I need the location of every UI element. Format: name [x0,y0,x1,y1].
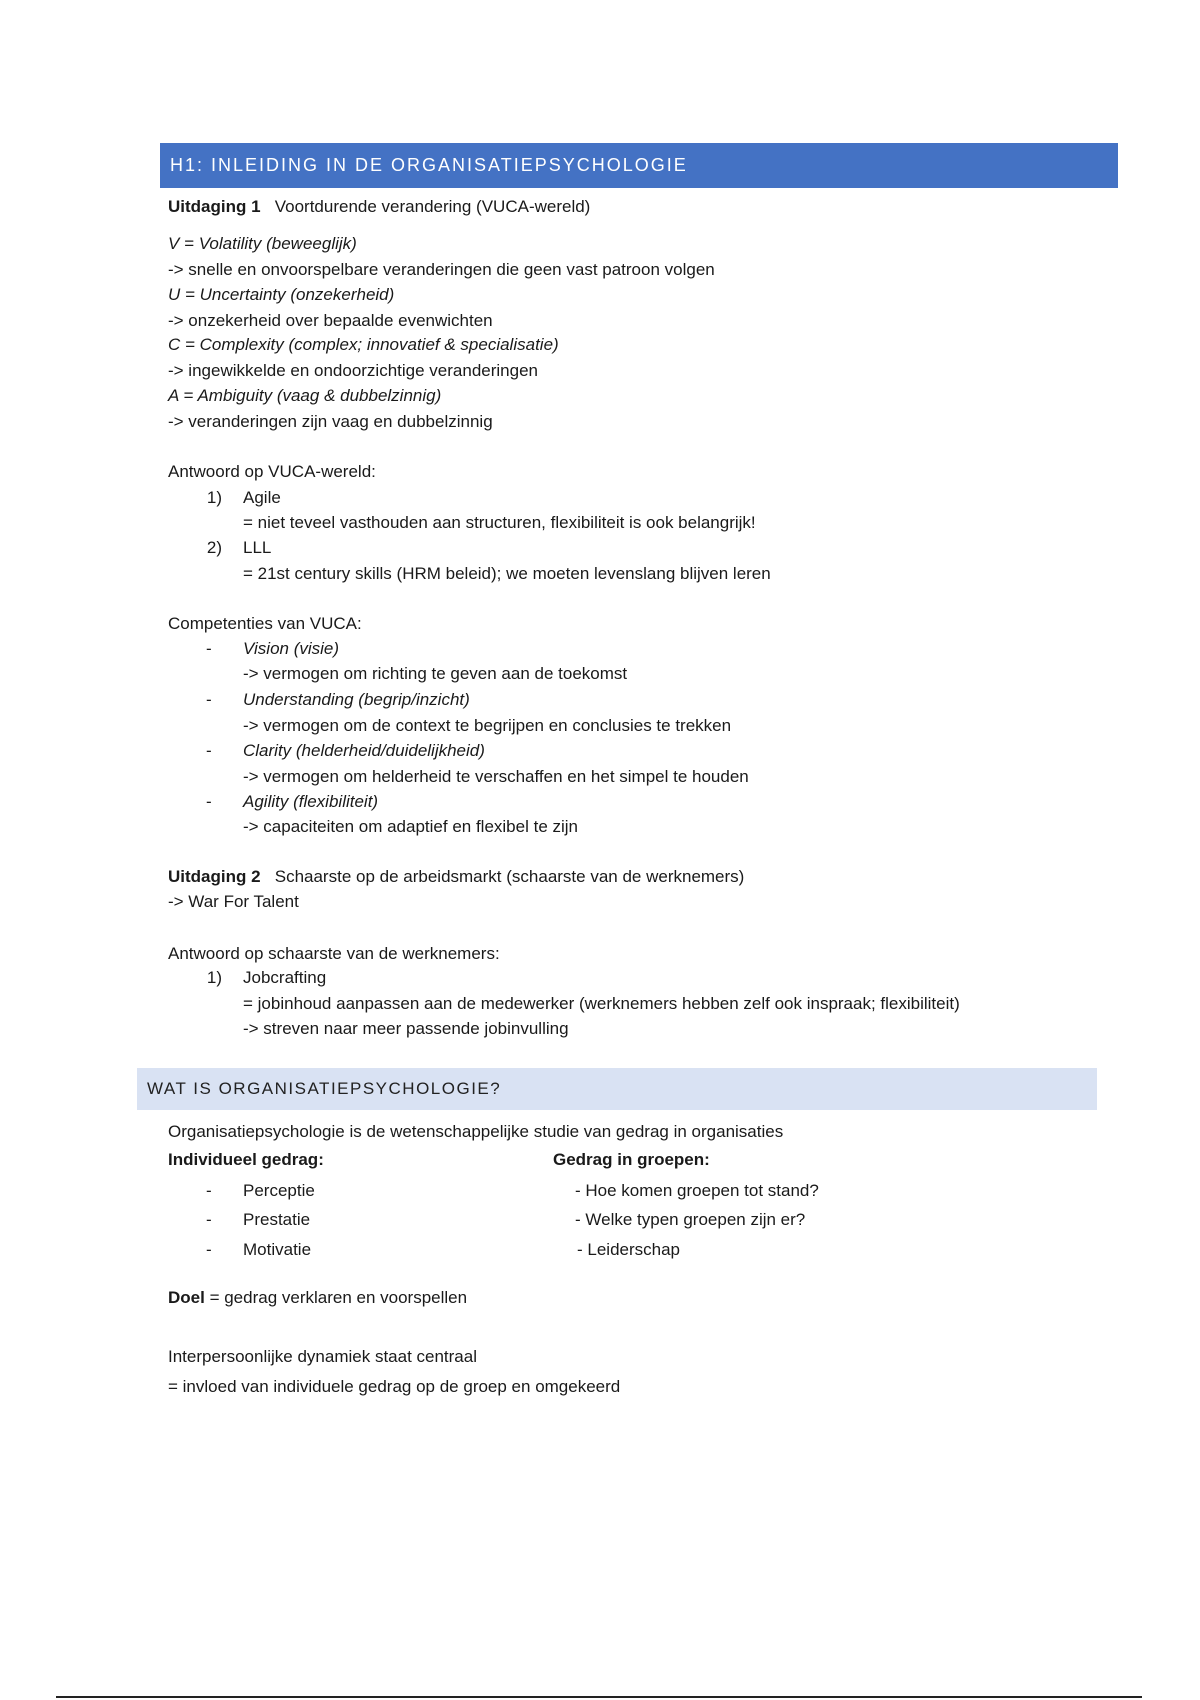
answer-vuca-label-1: Agile [243,488,281,507]
vuca-desc-c: -> ingewikkelde en ondoorzichtige veranderingen [168,361,538,380]
bullet-dash: - [206,1210,212,1229]
bullet-dash: - [206,1240,212,1259]
section-heading-h1: H1: INLEIDING IN DE ORGANISATIEPSYCHOLOGIE [160,143,1118,188]
bullet-dash: - [206,690,212,709]
answer-vuca-desc-1: = niet teveel vasthouden aan structuren, flexibiliteit is ook belangrijk! [243,513,756,532]
answer-vuca-title: Antwoord op VUCA-wereld: [168,462,376,481]
challenge-1-text: Voortdurende verandering (VUCA-wereld) [274,197,591,216]
group-item-3: - Leiderschap [577,1240,681,1259]
bullet-dash: - [206,1181,212,1200]
footer-rule [56,1696,1142,1698]
competency-desc-2: -> vermogen om de context te begrijpen en conclusies te trekken [243,716,732,735]
vuca-term-u: U = Uncertainty (onzekerheid) [168,285,395,304]
vuca-term-v: V = Volatility (beweeglijk) [168,234,357,253]
goal-label: Doel [168,1288,205,1307]
vuca-desc-u: -> onzekerheid over bepaalde evenwichten [168,311,493,330]
section-heading-h2: WAT IS ORGANISATIEPSYCHOLOGIE? [137,1068,1097,1110]
individual-item-3: Motivatie [243,1240,312,1259]
competency-label-4: Agility (flexibiliteit) [243,792,379,811]
vuca-term-a: A = Ambiguity (vaag & dubbelzinnig) [168,386,442,405]
answer-scarcity-num: 1) [206,968,222,987]
competency-label-2: Understanding (begrip/inzicht) [243,690,470,709]
answer-scarcity-title: Antwoord op schaarste van de werknemers: [168,944,500,963]
answer-vuca-label-2: LLL [243,538,272,557]
competency-desc-3: -> vermogen om helderheid te verschaffen en het simpel te houden [243,767,749,786]
group-title: Gedrag in groepen: [553,1150,710,1169]
competency-label-1: Vision (visie) [243,639,340,658]
answer-scarcity-line-2: -> streven naar meer passende jobinvulling [243,1019,569,1038]
answer-vuca-num-2: 2) [206,538,222,557]
vuca-desc-a: -> veranderingen zijn vaag en dubbelzinnig [168,412,493,431]
goal-text: = gedrag verklaren en voorspellen [204,1288,468,1307]
definition-text: Organisatiepsychologie is de wetenschappelijke studie van gedrag in organisaties [168,1122,784,1141]
goal-line [168,1287,467,1309]
challenge-2 [168,866,744,888]
individual-title: Individueel gedrag: [168,1150,324,1169]
vuca-desc-v: -> snelle en onvoorspelbare veranderingen die geen vast patroon volgen [168,260,715,279]
answer-scarcity-label: Jobcrafting [243,968,327,987]
dynamics-line-2: = invloed van individuele gedrag op de groep en omgekeerd [168,1377,621,1396]
challenge-2-label: Uitdaging 2 [168,867,261,886]
challenge-2-text: Schaarste op de arbeidsmarkt (schaarste van de werknemers) [274,867,745,886]
individual-item-1: Perceptie [243,1181,315,1200]
answer-vuca-num-1: 1) [206,488,222,507]
vuca-term-c: C = Complexity (complex; innovatief & specialisatie) [168,335,559,354]
bullet-dash: - [206,792,212,811]
challenge-1 [168,196,590,218]
competency-desc-4: -> capaciteiten om adaptief en flexibel te zijn [243,817,579,836]
challenge-2-sub: -> War For Talent [168,892,299,911]
individual-item-2: Prestatie [243,1210,311,1229]
bullet-dash: - [206,741,212,760]
dynamics-line-1: Interpersoonlijke dynamiek staat centraal [168,1347,477,1366]
competency-label-3: Clarity (helderheid/duidelijkheid) [243,741,485,760]
answer-scarcity-line-1: = jobinhoud aanpassen aan de medewerker (werknemers hebben zelf ook inspraak; flexibiliteit) [243,994,960,1013]
answer-vuca-desc-2: = 21st century skills (HRM beleid); we moeten levenslang blijven leren [243,564,771,583]
competencies-title: Competenties van VUCA: [168,614,362,633]
challenge-1-label: Uitdaging 1 [168,197,261,216]
competency-desc-1: -> vermogen om richting te geven aan de toekomst [243,664,628,683]
group-item-2: - Welke typen groepen zijn er? [575,1210,806,1229]
bullet-dash: - [206,639,212,658]
group-item-1: - Hoe komen groepen tot stand? [575,1181,819,1200]
